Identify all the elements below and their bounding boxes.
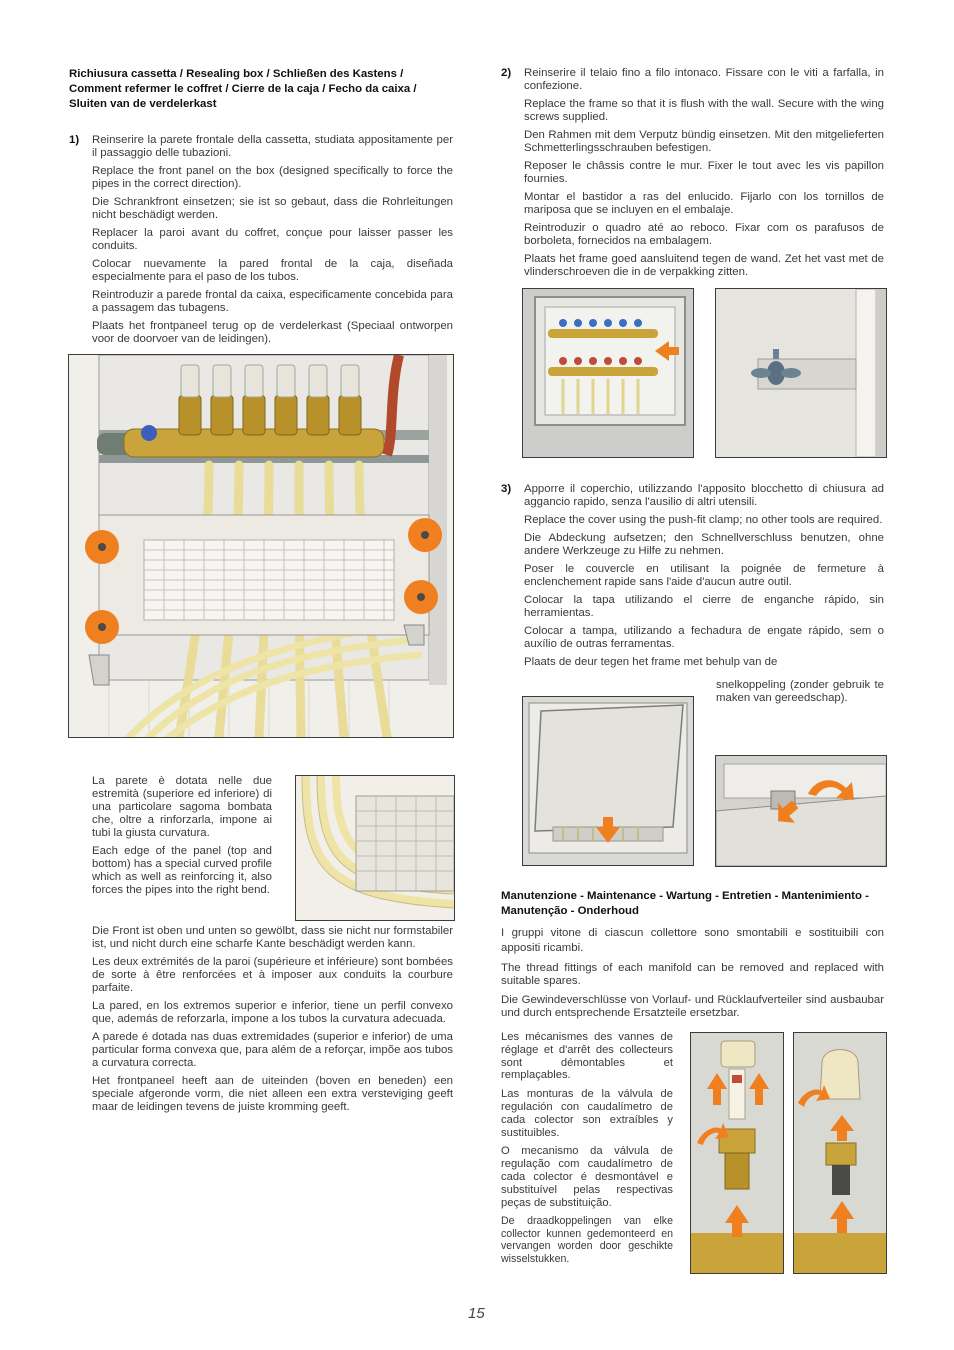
- step2-paragraph: Den Rahmen mit dem Verputz bündig einsetzen. Mit den mitgelieferten Schmetterlingsschrauben befestigen.: [524, 129, 884, 154]
- step3-paragraph: Poser le couvercle en utilisant la poignée de fermeture à enclenchement rapide sans l'aide d'aucun autre outil.: [524, 563, 884, 588]
- figure-curved-panel-edge: [295, 775, 455, 921]
- step1-text: [92, 134, 453, 351]
- figure-wing-screw: [715, 288, 887, 458]
- step1-paragraph: Die Schrankfront einsetzen; sie ist so gebaut, dass die Rohrleitungen nicht beschädigt werden.: [92, 196, 453, 221]
- note-paragraph: Het frontpaneel heeft aan de uiteinden (boven en beneden) een speciale afgeronde vorm, die niet alleen een extra versteviging geeft maar de leidingen tevens de juiste kromming geeft.: [92, 1075, 453, 1113]
- maintenance-text: [501, 926, 884, 1025]
- step3-paragraph: Apporre il coperchio, utilizzando l'apposito blocchetto di chiusura ad aggancio rapido, senza l'ausilio di altri utensili.: [524, 483, 884, 508]
- step1-paragraph: Replace the front panel on the box (designed specifically to force the pipes in the correct direction).: [92, 165, 453, 190]
- page-number: 15: [468, 1305, 485, 1322]
- step3-paragraph-rest: snelkoppeling (zonder gebruik te maken van gereedschap).: [716, 679, 884, 704]
- step3-text-continued: [716, 679, 884, 710]
- step1-paragraph: Replacer la paroi avant du coffret, conçue pour laisser passer les conduits.: [92, 227, 453, 252]
- note-paragraph: Die Front ist oben und unten so gewölbt, dass sie nicht nur formstabiler ist, und nicht durch eine scharfe Kante beschädigt werden kann.: [92, 925, 453, 950]
- step1-paragraph: Reintroduzir a parede frontal da caixa, especificamente concebida para a passagem das tubagens.: [92, 289, 453, 314]
- step2-paragraph: Reinserire il telaio fino a filo intonaco. Fissare con le viti a farfalla, in confezione.: [524, 67, 884, 92]
- cover-illustration: [523, 697, 693, 865]
- panel-note-full-width: [92, 925, 453, 1119]
- flowmeter-illustration: [691, 1033, 783, 1273]
- maintenance-paragraph: Die Gewindeverschlüsse von Vorlauf- und Rücklaufverteiler sind ausbaubar und durch entsprechende Ersatzteile ersetzbar.: [501, 994, 884, 1019]
- section-heading-resealing-box: Richiusura cassetta / Resealing box / Schließen des Kastens / Comment refermer le coffret / Cierre de la caja / Fecho da caixa / Sluiten van de verdelerkast: [69, 68, 417, 110]
- step1-paragraph: Colocar nuevamente la pared frontal de la caja, diseñada especialmente para el paso de los tubos.: [92, 258, 453, 283]
- section-heading-maintenance: Manutenzione - Maintenance - Wartung - Entretien - Mantenimiento - Manutenção - Onderhoud: [501, 890, 869, 917]
- note-paragraph: A parede é dotada nas duas extremidades (superior e inferior) de uma particular forma convexa que, para além de a reforçar, impõe aos tubos a curvatura correcta.: [92, 1031, 453, 1069]
- frame-illustration: [523, 289, 693, 457]
- figure-cover-placement: [522, 696, 694, 866]
- figure-front-panel-installation: [68, 354, 454, 738]
- wing-screw-illustration: [716, 289, 886, 457]
- note-paragraph: Each edge of the panel (top and bottom) has a special curved profile which as well as reinforcing it, also forces the pipes into the right bend.: [92, 845, 272, 896]
- maintenance-paragraph: O mecanismo da válvula de regulação com caudalímetro de cada colector é desmontável e substituível pelas respectivas peças de substituição.: [501, 1145, 673, 1209]
- figure-push-fit-clamp: [715, 755, 887, 867]
- maintenance-paragraph: Les mécanismes des vannes de réglage et d'arrêt des collecteurs sont démontables et remplaçables.: [501, 1031, 673, 1082]
- note-paragraph: La parete è dotata nelle due estremità (superiore ed inferiore) di una particolare sagoma bombata che, oltre a rinforzarla, impone ai tubi la giusta curvatura.: [92, 775, 272, 839]
- clamp-illustration: [716, 756, 886, 866]
- note-paragraph: Les deux extrémités de la paroi (supérieure et inférieure) sont bombées de sorte à être renforcées et à imposer aux conduits la courbure parfaite.: [92, 956, 453, 994]
- figure-frame-replacement: [522, 288, 694, 458]
- front-panel-illustration: [69, 355, 453, 737]
- figure-flowmeter-removal: [690, 1032, 784, 1274]
- note-paragraph: La pared, en los extremos superior e inferior, tiene un perfil convexo que, además de reforzarla, impone a los tubos la curvatura adecuada.: [92, 1000, 453, 1025]
- step2-paragraph: Montar el bastidor a ras del enlucido. Fijarlo con los tornillos de mariposa que se incluyen en el embalaje.: [524, 191, 884, 216]
- step3-paragraph: Replace the cover using the push-fit clamp; no other tools are required.: [524, 514, 883, 526]
- step3-paragraph: Colocar la tapa utilizando el cierre de enganche rápido, sin herramientas.: [524, 594, 884, 619]
- step-number: 2): [501, 67, 512, 79]
- maintenance-paragraph: De draadkoppelingen van elke collector kunnen gedemonteerd en vervangen worden door geschikte wisselstukken.: [501, 1215, 673, 1265]
- step2-paragraph: Reposer le châssis contre le mur. Fixer le tout avec les vis papillon fournies.: [524, 160, 884, 185]
- maintenance-paragraph: Las monturas de la válvula de regulación con caudalímetro de cada colector son extraíbles y sustituibles.: [501, 1088, 673, 1139]
- maintenance-paragraph: I gruppi vitone di ciascun collettore sono smontabili e sostituibili con appositi ricambi.: [501, 927, 884, 954]
- step3-paragraph-line1: Plaats de deur tegen het frame met behulp van de: [524, 656, 778, 668]
- step3-paragraph: Die Abdeckung aufsetzen; den Schnellverschluss benutzen, ohne andere Werkzeuge zu Hilfe zu nehmen.: [524, 532, 884, 557]
- step2-paragraph: Plaats het frame goed aansluitend tegen de wand. Zet het vast met de vlinderschroeven die in de verpakking zitten.: [524, 253, 884, 278]
- step1-paragraph: Reinserire la parete frontale della cassetta, studiata appositamente per il passaggio delle tubazioni.: [92, 134, 453, 159]
- step1-paragraph: Plaats het frontpaneel terug op de verdelerkast (Speciaal ontworpen voor de doorvoer van de leidingen).: [92, 320, 453, 345]
- step2-text: [524, 67, 884, 284]
- step2-paragraph: Replace the frame so that it is flush with the wall. Secure with the wing screws supplied.: [524, 98, 884, 123]
- panel-note-beside-figure: [92, 775, 272, 902]
- step2-paragraph: Reintroduzir o quadro até ao reboco. Fixar com os parafusos de borboleta, fornecidos na embalagem.: [524, 222, 884, 247]
- figure-valve-removal: [793, 1032, 887, 1274]
- maintenance-paragraph: The thread fittings of each manifold can be removed and replaced with suitable spares.: [501, 962, 884, 987]
- maintenance-text-beside-figures: [501, 1031, 673, 1271]
- step-number: 3): [501, 483, 512, 495]
- valve-illustration: [794, 1033, 886, 1273]
- step3-text: [524, 483, 884, 669]
- step3-paragraph: Colocar a tampa, utilizando a fechadura de engate rápido, sem o auxílio de outras ferramentas.: [524, 625, 884, 650]
- step-number: 1): [69, 134, 80, 146]
- curved-edge-illustration: [296, 776, 454, 920]
